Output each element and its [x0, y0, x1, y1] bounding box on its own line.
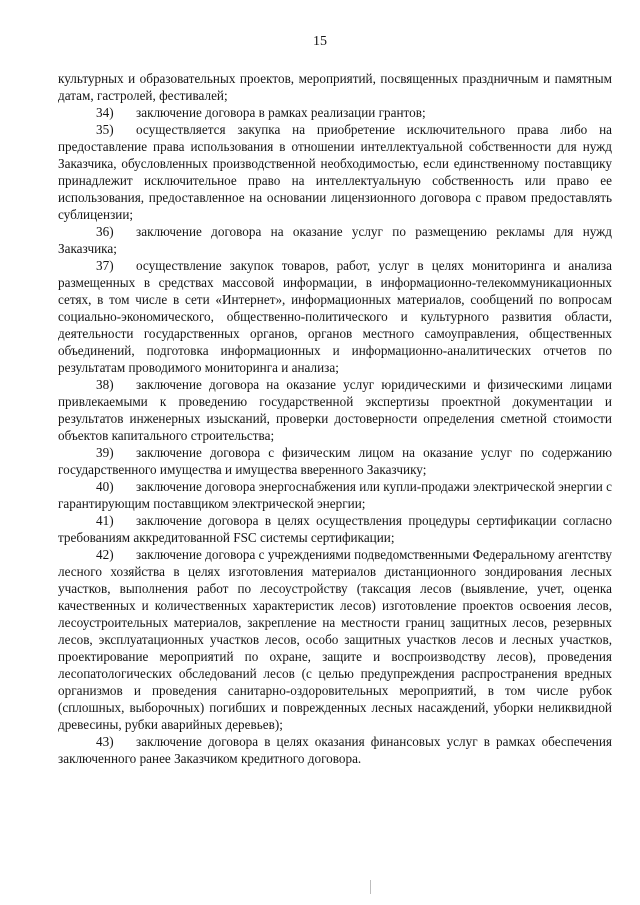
list-item-42	[58, 546, 612, 733]
item-number: 42)	[96, 547, 114, 562]
item-text: заключение договора в целях оказания финансовых услуг в рамках обеспечения заключенного ранее Заказчиком кредитного договора.	[58, 734, 612, 766]
list-item-35	[58, 121, 612, 223]
item-text: заключение договора с физическим лицом на оказание услуг по содержанию государственного имущества и имущества вверенного Заказчику;	[58, 445, 612, 477]
item-text: осуществляется закупка на приобретение исключительного права либо на предоставление права использования в отношении интеллектуальной собственности для нужд Заказчика, обусловленных производственной необходимостью, если единственному поставщику принадлежит исключительное право на интеллектуальную собственность или право ее использования, предоставленное на основании лицензионного договора с правом предоставлять сублицензии;	[58, 122, 612, 222]
list-item-38	[58, 376, 612, 444]
page-number: 15	[313, 34, 327, 49]
intro-continuation: культурных и образовательных проектов, мероприятий, посвященных праздничным и памятным датам, гастролей, фестивалей;	[58, 71, 612, 103]
list-item-37	[58, 257, 612, 376]
item-text: заключение договора с учреждениями подведомственными Федеральному агентству лесного хозяйства в целях изготовления материалов дистанционного зондирования лесных участков, выполнения работ по лесоустройству (таксация лесов (выявление, учет, оценка качественных и количественных характеристик лесов) изготовление проектов освоения лесов, лесоустроительных материалов, закрепление на местности границ защитных лесов, резервных лесов, эксплуатационных участков лесов, особо защитных участков лесов и лесных участков, проектирование мероприятий по охране, защите и воспроизводству лесов), проведения лесопатологических обследований лесов (с целью предупреждения распространения вредных организмов и проведения санитарно-оздоровительных мероприятий, в том числе рубок (сплошных, выборочных) погибших и поврежденных лесных насаждений, уборки неликвидной древесины, рубки аварийных деревьев);	[58, 547, 612, 732]
item-number: 35)	[96, 122, 114, 137]
list-item-40	[58, 478, 612, 512]
item-number: 41)	[96, 513, 114, 528]
item-number: 39)	[96, 445, 114, 460]
list-item-36	[58, 223, 612, 257]
item-number: 34)	[96, 105, 114, 120]
item-text: заключение договора в целях осуществления процедуры сертификации согласно требованиям аккредитованной FSC системы сертификации;	[58, 513, 612, 545]
document-body	[58, 70, 612, 767]
item-number: 36)	[96, 224, 114, 239]
item-number: 38)	[96, 377, 114, 392]
list-item-34	[58, 104, 612, 121]
item-text: заключение договора энергоснабжения или купли-продажи электрической энергии с гарантирующим поставщиком электрической энергии;	[58, 479, 612, 511]
list-item-43	[58, 733, 612, 767]
scan-mark	[370, 880, 371, 894]
item-text: заключение договора на оказание услуг юридическими и физическими лицами привлекаемыми к проведению государственной экспертизы проектной документации и результатов инженерных изысканий, проверки достоверности определения сметной стоимости объектов капитального строительства;	[58, 377, 612, 443]
item-text: заключение договора в рамках реализации грантов;	[136, 105, 426, 120]
list-item-41	[58, 512, 612, 546]
item-text: осуществление закупок товаров, работ, услуг в целях мониторинга и анализа размещенных в средствах массовой информации, в информационно-телекоммуникационных сетях, в том числе в сети «Интернет», информационных материалов, сообщений по вопросам социально-экономического, общественно-политического и культурного развития области, деятельности государственных органов, органов местного самоуправления, общественных объединений, подготовка информационных и информационно-аналитических отчетов по результатам проводимого мониторинга и анализа;	[58, 258, 612, 375]
item-number: 37)	[96, 258, 114, 273]
list-item-39	[58, 444, 612, 478]
item-number: 43)	[96, 734, 114, 749]
item-text: заключение договора на оказание услуг по размещению рекламы для нужд Заказчика;	[58, 224, 612, 256]
item-number: 40)	[96, 479, 114, 494]
